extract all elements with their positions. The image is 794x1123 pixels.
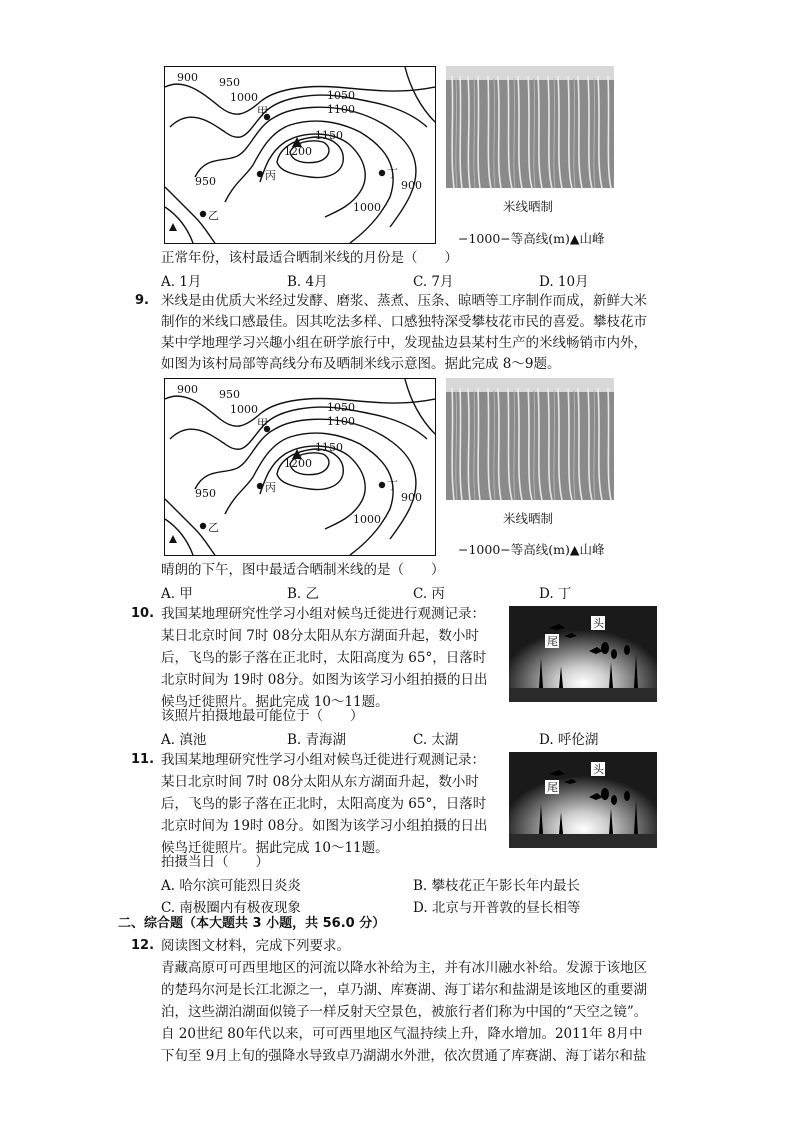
- q8-stem: 正常年份，该村最适合晒制米线的月份是（ ）: [161, 250, 458, 266]
- sunrise-birds-image: [509, 606, 657, 702]
- q11-number: 11.: [131, 752, 155, 767]
- q11-passage-line: 候鸟迁徙照片。据此完成 10～11题。: [161, 840, 389, 856]
- photo-caption: 米线晒制: [503, 199, 554, 214]
- label-yi: 乙: [208, 521, 219, 534]
- q11-stem: 拍摄当日（ ）: [161, 854, 269, 870]
- map-legend: −1000−等高线(m)▲山峰: [458, 542, 605, 557]
- contour-label-1200: 1200: [284, 457, 312, 470]
- contour-label-950: 950: [195, 175, 216, 188]
- q8-option-a[interactable]: A. 1月: [161, 274, 202, 290]
- q9-option-a[interactable]: A. 甲: [161, 586, 193, 602]
- q11-option-b[interactable]: B. 攀枝花正午影长年内最长: [413, 878, 581, 894]
- q9-stem: 晴朗的下午，图中最适合晒制米线的是（ ）: [161, 562, 445, 578]
- q10-option-d[interactable]: D. 呼伦湖: [539, 732, 599, 748]
- q12-passage-line: 的楚玛尔河是长江北源之一，卓乃湖、库赛湖、海丁诺尔和盐湖是该地区的重要湖: [161, 982, 647, 998]
- contour-label-1050: 1050: [327, 401, 355, 414]
- point-yi: [200, 523, 206, 529]
- q10-option-a[interactable]: A. 滇池: [161, 732, 207, 748]
- label-bing: 丙: [265, 481, 276, 494]
- contour-label-900: 900: [177, 383, 198, 396]
- label-ding: 丁: [387, 167, 398, 180]
- q10-number: 10.: [131, 606, 155, 621]
- label-tail: 尾: [547, 781, 558, 794]
- point-ding: [379, 482, 385, 488]
- photo-caption: 米线晒制: [503, 511, 554, 526]
- rice-noodle-photo-2: [446, 378, 614, 500]
- q12-passage-line: 下旬至 9月上旬的强降水导致卓乃湖湖水外泄，依次贯通了库赛湖、海丁诺尔和盐: [161, 1048, 647, 1064]
- q11-option-c[interactable]: C. 南极圈内有极夜现象: [161, 900, 301, 916]
- rice-noodle-image: [446, 66, 614, 188]
- point-bing: [257, 171, 263, 177]
- q12-number: 12.: [131, 938, 155, 953]
- label-ding: 丁: [387, 479, 398, 492]
- contour-label-1200: 1200: [284, 145, 312, 158]
- q10-option-b[interactable]: B. 青海湖: [287, 732, 347, 748]
- contour-label-1000: 1000: [230, 403, 258, 416]
- rice-noodle-image: [446, 378, 614, 500]
- peak-icon: [169, 223, 177, 231]
- section-heading: 二、综合题（本大题共 3 小题，共 56.0 分）: [118, 916, 386, 931]
- q10-passage-line: 后，飞鸟的影子落在正北时，太阳高度为 65°，日落时: [161, 650, 487, 666]
- contour-label-1000: 1000: [230, 91, 258, 104]
- contour-label-1150: 1150: [315, 129, 343, 142]
- point-yi: [200, 211, 206, 217]
- contour-label-900: 900: [401, 179, 422, 192]
- q10-passage-line: 候鸟迁徙照片。据此完成 10～11题。: [161, 694, 389, 710]
- sunrise-birds-image: [509, 752, 657, 848]
- q9-passage-line: 如图为该村局部等高线分布及晒制米线示意图。据此完成 8～9题。: [161, 356, 561, 372]
- q10-passage-line: 我国某地理研究性学习小组对候鸟迁徙进行观测记录：: [161, 606, 485, 622]
- q9-option-d[interactable]: D. 丁: [539, 586, 572, 602]
- q9-number: 9.: [135, 293, 149, 308]
- point-ding: [379, 170, 385, 176]
- q11-passage-line: 某日北京时间 7时 08分太阳从东方湖面升起，数小时: [161, 774, 479, 790]
- q8-option-c[interactable]: C. 7月: [413, 274, 454, 290]
- contour-label-950: 950: [219, 388, 240, 401]
- contour-label-950: 950: [219, 76, 240, 89]
- q12-passage-line: 青藏高原可可西里地区的河流以降水补给为主，并有冰川融水补给。发源于该地区: [161, 960, 647, 976]
- peak-icon: [169, 535, 177, 543]
- q10-passage-line: 北京时间为 19时 08分。如图为该学习小组拍摄的日出: [161, 672, 488, 688]
- contour-label-1100: 1100: [327, 103, 355, 116]
- label-tail: 尾: [547, 635, 558, 648]
- label-head: 头: [593, 763, 604, 776]
- q11-option-a[interactable]: A. 哈尔滨可能烈日炎炎: [161, 878, 301, 894]
- point-bing: [257, 483, 263, 489]
- q11-passage-line: 北京时间为 19时 08分。如图为该学习小组拍摄的日出: [161, 818, 488, 834]
- contour-label-1000: 1000: [353, 201, 381, 214]
- label-jia: 甲: [257, 105, 268, 118]
- q8-option-d[interactable]: D. 10月: [539, 274, 589, 290]
- bird-migration-photo-2: [509, 752, 657, 848]
- q9-passage-line: 制作的米线口感最佳。因其吃法多样、口感独特深受攀枝花市民的喜爱。攀枝花市: [161, 314, 647, 330]
- label-bing: 丙: [265, 169, 276, 182]
- q9-passage-line: 米线是由优质大米经过发酵、磨浆、蒸煮、压条、晾晒等工序制作而成，新鲜大米: [161, 293, 647, 309]
- q11-passage-line: 我国某地理研究性学习小组对候鸟迁徙进行观测记录：: [161, 752, 485, 768]
- contour-map-2: [164, 378, 436, 556]
- q12-intro: 阅读图文材料，完成下列要求。: [161, 938, 350, 954]
- label-jia: 甲: [257, 417, 268, 430]
- q11-option-d[interactable]: D. 北京与开普敦的昼长相等: [413, 900, 581, 916]
- q9-option-c[interactable]: C. 丙: [413, 586, 445, 602]
- q10-option-c[interactable]: C. 太湖: [413, 732, 459, 748]
- label-head: 头: [593, 617, 604, 630]
- q12-passage-line: 泊，这些湖泊湖面似镜子一样反射天空景色，被旅行者们称为中国的“天空之镜”。: [161, 1004, 648, 1020]
- bird-migration-photo-1: [509, 606, 657, 702]
- contour-map-1: [164, 66, 436, 244]
- contour-label-900: 900: [401, 491, 422, 504]
- contour-label-1100: 1100: [327, 415, 355, 428]
- q9-option-b[interactable]: B. 乙: [287, 586, 320, 602]
- q8-option-b[interactable]: B. 4月: [287, 274, 328, 290]
- rice-noodle-photo-1: [446, 66, 614, 188]
- q10-passage-line: 某日北京时间 7时 08分太阳从东方湖面升起，数小时: [161, 628, 479, 644]
- contour-label-950: 950: [195, 487, 216, 500]
- contour-label-1150: 1150: [315, 441, 343, 454]
- contour-label-1000: 1000: [353, 513, 381, 526]
- q9-passage-line: 某中学地理学习兴趣小组在研学旅行中，发现盐边县某村生产的米线畅销市内外，: [161, 335, 647, 351]
- q11-passage-line: 后，飞鸟的影子落在正北时，太阳高度为 65°，日落时: [161, 796, 487, 812]
- q10-stem: 该照片拍摄地最可能位于（ ）: [161, 708, 364, 724]
- contour-label-1050: 1050: [327, 89, 355, 102]
- map-legend: −1000−等高线(m)▲山峰: [458, 231, 605, 246]
- contour-label-900: 900: [177, 71, 198, 84]
- label-yi: 乙: [208, 209, 219, 222]
- q12-passage-line: 自 20世纪 80年代以来，可可西里地区气温持续上升，降水增加。2011年 8月中: [161, 1026, 643, 1042]
